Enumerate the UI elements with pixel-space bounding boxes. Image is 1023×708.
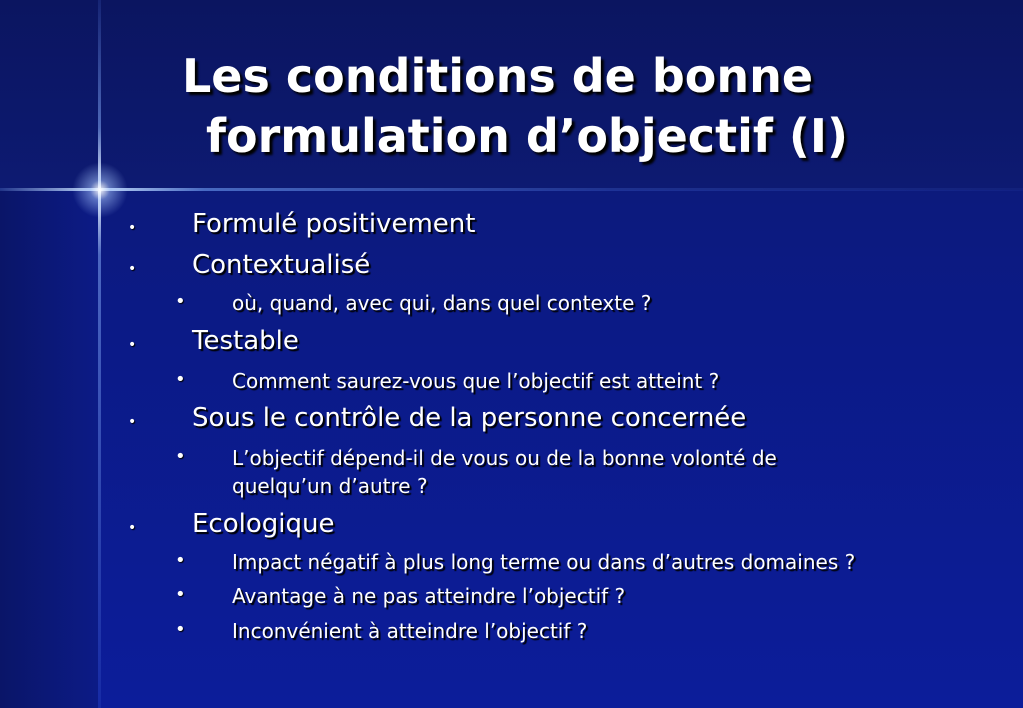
sub-bullet-item: Comment saurez-vous que l’objectif est atteint ?	[232, 369, 720, 393]
sub-bullet-item: Avantage à ne pas atteindre l’objectif ?	[232, 584, 626, 608]
bullet-item: Formulé positivement	[192, 209, 476, 239]
title-line-2: formulation d’objectif (I)	[206, 109, 849, 163]
bullet-dot-icon: •	[128, 337, 137, 353]
bullet-dot-icon: •	[128, 261, 137, 277]
bullet-dot-icon: •	[128, 520, 137, 536]
sub-bullet-dot-icon: •	[175, 446, 186, 467]
sub-bullet-dot-icon: •	[175, 550, 186, 571]
bullet-item: Testable	[192, 326, 299, 356]
title-line-1: Les conditions de bonne	[182, 49, 814, 103]
bullet-dot-icon: •	[128, 220, 137, 236]
sub-bullet-dot-icon: •	[175, 619, 186, 640]
sub-bullet-item-continued: quelqu’un d’autre ?	[232, 474, 428, 498]
sub-bullet-item: Impact négatif à plus long terme ou dans d’autres domaines ?	[232, 550, 856, 574]
bullet-dot-icon: •	[128, 414, 137, 430]
sub-bullet-dot-icon: •	[175, 291, 186, 312]
sub-bullet-dot-icon: •	[175, 584, 186, 605]
sub-bullet-dot-icon: •	[175, 369, 186, 390]
bullet-item: Ecologique	[192, 509, 335, 539]
bullet-item: Contextualisé	[192, 250, 371, 280]
sub-bullet-item: où, quand, avec qui, dans quel contexte ?	[232, 291, 652, 315]
sub-bullet-item: Inconvénient à atteindre l’objectif ?	[232, 619, 588, 643]
sub-bullet-item: L’objectif dépend-il de vous ou de la bonne volonté de	[232, 446, 777, 470]
bullet-item: Sous le contrôle de la personne concernée	[192, 403, 747, 433]
